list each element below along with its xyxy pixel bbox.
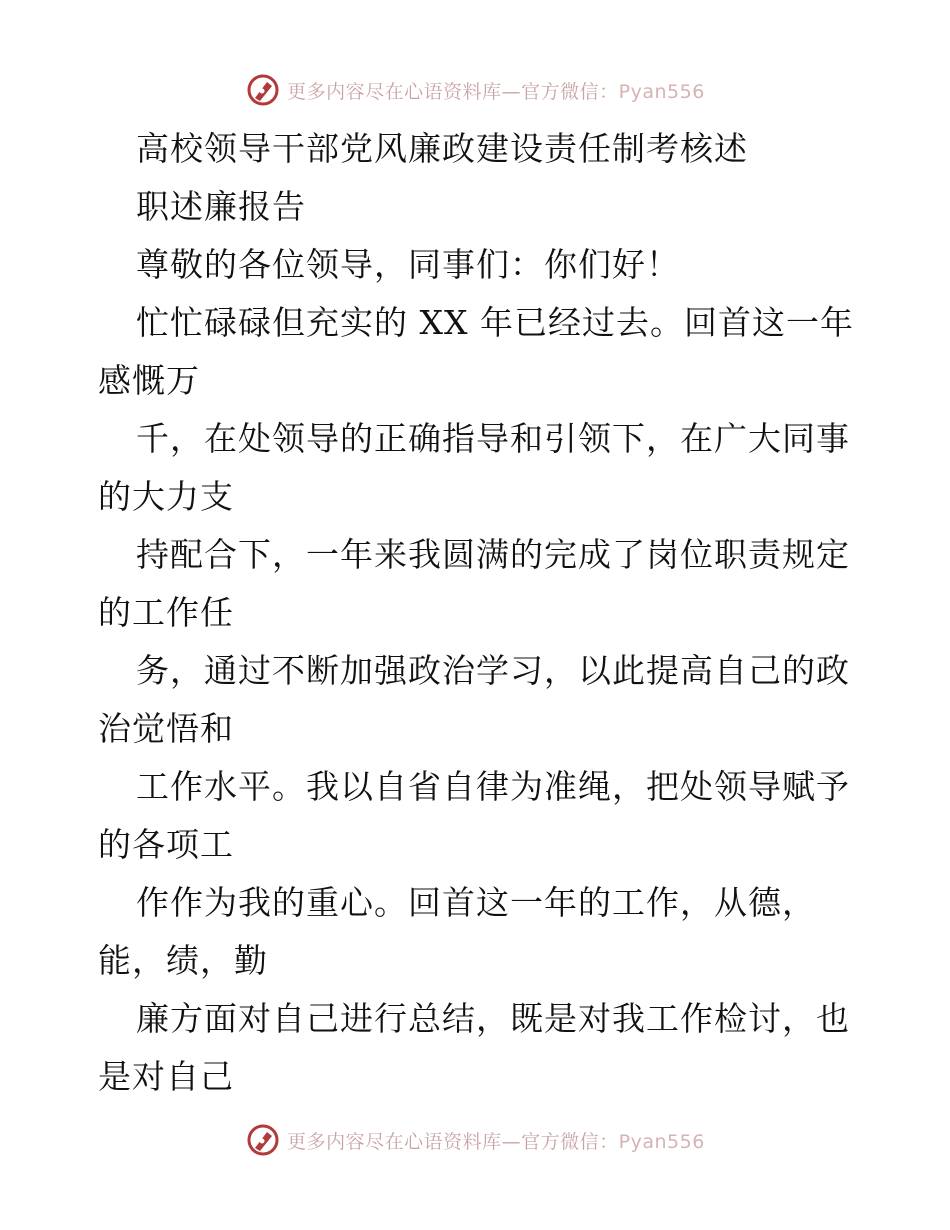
footer-watermark [0, 1120, 950, 1160]
text-line: 千，在处领导的正确指导和引领下，在广大同事 [136, 419, 850, 458]
text-line: 的工作任 [98, 593, 234, 632]
text-line: 廉方面对自己进行总结，既是对我工作检讨，也 [136, 999, 850, 1038]
text-line: 忙忙碌碌但充实的 XX 年已经过去。回首这一年 [136, 303, 854, 342]
pen-logo-icon [245, 1122, 281, 1158]
text-line: 工作水平。我以自省自律为准绳，把处领导赋予 [136, 767, 850, 806]
document-subtitle: 职述廉报告 [136, 187, 306, 226]
watermark-id: Pyan556 [618, 1130, 705, 1153]
text-line: 能，绩，勤 [98, 941, 268, 980]
text-line: 感慨万 [98, 361, 200, 400]
text-line: 的各项工 [98, 825, 234, 864]
watermark-text: 更多内容尽在心语资料库—官方微信：Pyan556 [287, 1130, 705, 1153]
text-line: 治觉悟和 [98, 709, 234, 748]
text-line: 的大力支 [98, 477, 234, 516]
text-line: 持配合下，一年来我圆满的完成了岗位职责规定 [136, 535, 850, 574]
watermark-text: 更多内容尽在心语资料库—官方微信：Pyan556 [287, 80, 705, 103]
header-watermark [0, 70, 950, 110]
text-line: 务，通过不断加强政治学习，以此提高自己的政 [136, 651, 850, 690]
pen-logo-icon [245, 72, 281, 108]
watermark-id: Pyan556 [618, 80, 705, 103]
salutation: 尊敬的各位领导，同事们：你们好！ [136, 245, 680, 284]
document-title: 高校领导干部党风廉政建设责任制考核述 [136, 129, 748, 168]
text-line: 作作为我的重心。回首这一年的工作，从德， [136, 883, 816, 922]
text-line: 是对自己 [98, 1057, 234, 1096]
